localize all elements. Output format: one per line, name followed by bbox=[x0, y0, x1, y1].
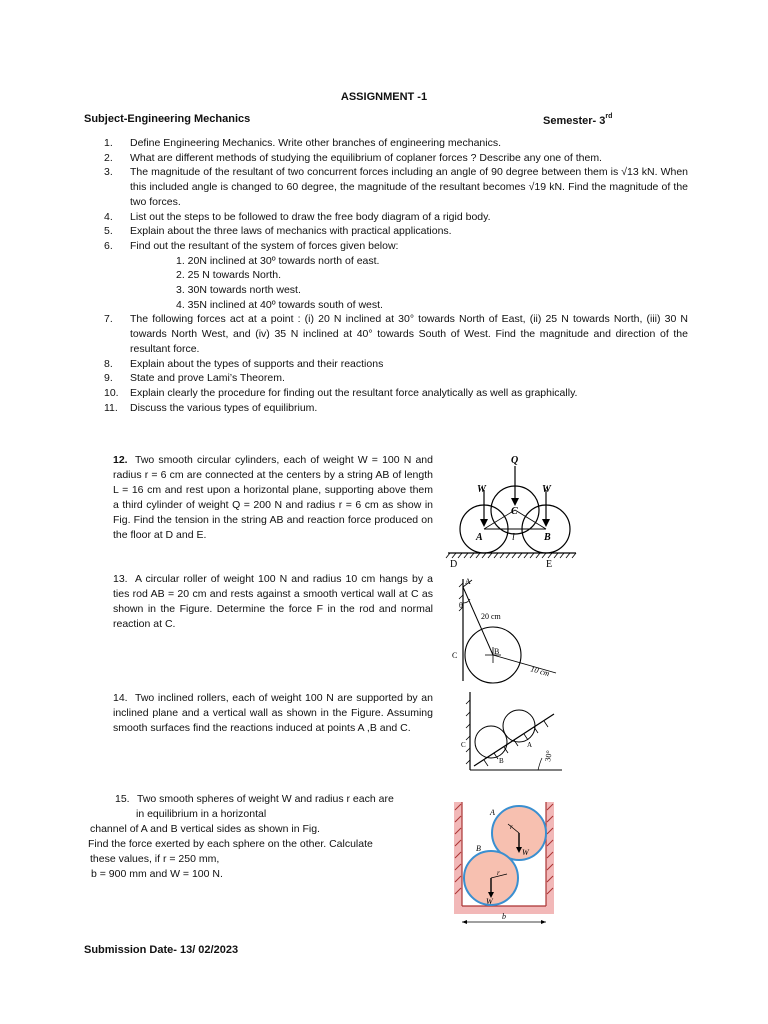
question-11 bbox=[104, 401, 688, 416]
label-w2: W bbox=[486, 897, 493, 906]
problem-line: in equilibrium in a horizontal bbox=[136, 808, 267, 820]
problem-12 bbox=[113, 453, 433, 543]
question-number: 8. bbox=[104, 357, 113, 370]
question-7 bbox=[104, 312, 688, 356]
submission-date: Submission Date- 13/ 02/2023 bbox=[84, 944, 239, 956]
problem-number: 15. bbox=[115, 793, 130, 805]
question-3 bbox=[104, 165, 688, 209]
problem-number: 12. bbox=[113, 454, 128, 466]
question-number: 2. bbox=[104, 151, 113, 164]
question-4 bbox=[104, 210, 688, 225]
question-text: Explain clearly the procedure for finding out the resultant force analytically as well as graphically. bbox=[130, 386, 578, 399]
question-number: 10. bbox=[104, 386, 119, 399]
incline-hatching bbox=[484, 721, 548, 766]
problem-text: A circular roller of weight 100 N and radius 10 cm hangs by a ties rod AB = 20 cm and rests against a smooth vertical wall at C as shown in the Figure. Determine the force F in the rod and normal reaction at C. bbox=[113, 573, 433, 630]
label-radius: 10 cm bbox=[529, 664, 551, 679]
q6-item: 2. 25 N towards North. bbox=[176, 269, 282, 282]
label-width: b bbox=[502, 912, 506, 921]
label-w1: W bbox=[522, 848, 529, 857]
question-text: List out the steps to be followed to draw the free body diagram of a rigid body. bbox=[130, 210, 491, 223]
problem-number: 13. bbox=[113, 573, 128, 585]
semester-label bbox=[543, 113, 612, 127]
question-number: 3. bbox=[104, 166, 113, 179]
problem-15 bbox=[88, 792, 448, 882]
problem-text: Two smooth spheres of weight W and radius r each are bbox=[137, 793, 394, 805]
label-theta: θ bbox=[459, 601, 463, 610]
figure-14-inclined-rollers bbox=[460, 690, 570, 780]
label-a: A bbox=[476, 532, 483, 543]
label-w2: W bbox=[542, 484, 551, 495]
problem-line: Find the force exerted by each sphere on the other. Calculate bbox=[88, 838, 373, 850]
label-e: E bbox=[546, 559, 553, 570]
label-c: C bbox=[452, 651, 458, 660]
question-text: Explain about the types of supports and their reactions bbox=[130, 357, 384, 370]
label-a: A bbox=[490, 808, 495, 817]
label-d: D bbox=[450, 559, 458, 570]
label-b: B bbox=[544, 532, 551, 543]
question-9 bbox=[104, 371, 688, 386]
wall-hatching bbox=[466, 700, 470, 764]
question-10 bbox=[104, 386, 688, 401]
assignment-title: ASSIGNMENT -1 bbox=[340, 91, 428, 103]
problem-line: b = 900 mm and W = 100 N. bbox=[91, 868, 223, 880]
label-r2: r bbox=[497, 869, 500, 877]
question-8 bbox=[104, 357, 688, 372]
question-number: 4. bbox=[104, 210, 113, 223]
question-5 bbox=[104, 224, 688, 239]
question-number: 5. bbox=[104, 225, 113, 238]
label-a: A bbox=[465, 577, 471, 586]
q6-item: 4. 35N inclined at 40º towards south of west. bbox=[176, 298, 383, 311]
figure-12-cylinders bbox=[444, 448, 584, 572]
label-angle: 30° bbox=[543, 749, 554, 763]
question-text: What are different methods of studying the equilibrium of coplaner forces ? Describe any one of them. bbox=[130, 151, 602, 164]
label-a: A bbox=[527, 741, 533, 749]
label-r1: r bbox=[510, 823, 513, 831]
problem-text: Two inclined rollers, each of weight 100 N are supported by an inclined plane and a vertical wall as shown in the Figure. Assuming smooth surfaces find the reactions induced at points A ,B and C. bbox=[113, 692, 433, 734]
label-q: Q bbox=[511, 455, 519, 466]
problem-line bbox=[88, 792, 448, 807]
label-b: B bbox=[494, 647, 500, 656]
question-number: 1. bbox=[104, 137, 113, 149]
question-number: 9. bbox=[104, 372, 113, 385]
problem-text: Two smooth circular cylinders, each of weight W = 100 N and radius r = 6 cm are connected at the centers by a string AB of length L = 16 cm and rest upon a horizontal plane, supporting above them a third cylinder of weight Q = 200 N and radius r = 6 cm as show in Fig. Find the tension in the string AB and reaction force produced on the floor at D and E. bbox=[113, 454, 433, 541]
floor-hatching bbox=[446, 553, 576, 558]
problem-13 bbox=[113, 572, 433, 632]
question-text: Discuss the various types of equilibrium. bbox=[130, 401, 318, 414]
question-text: The magnitude of the resultant of two concurrent forces including an angle of 90 degree between them is √13 kN. When this included angle is changed to 60 degree, the magnitude of the resultant becomes √19 kN. Find the magnitude of the two forces. bbox=[130, 166, 688, 208]
question-number: 6. bbox=[104, 239, 113, 252]
semester-sup: rd bbox=[605, 113, 613, 120]
question-text: Find out the resultant of the system of forces given below: bbox=[130, 239, 399, 252]
subject-label: Subject-Engineering Mechanics bbox=[84, 113, 251, 125]
semester-text: Semester- 3 bbox=[543, 115, 606, 127]
label-b: B bbox=[476, 844, 481, 853]
label-c: C bbox=[461, 741, 466, 749]
label-c: C bbox=[511, 506, 518, 517]
label-rod-length: 20 cm bbox=[481, 612, 501, 621]
problem-line: channel of A and B vertical sides as shown in Fig. bbox=[90, 823, 320, 835]
question-text: State and prove Lami’s Theorem. bbox=[130, 372, 285, 385]
question-2 bbox=[104, 151, 688, 166]
problem-14 bbox=[113, 691, 433, 736]
question-text: Define Engineering Mechanics. Write other branches of engineering mechanics. bbox=[130, 137, 502, 149]
label-l: l bbox=[512, 532, 515, 543]
label-b: B bbox=[499, 757, 504, 765]
problem-number: 14. bbox=[113, 692, 128, 704]
figure-13-roller bbox=[448, 575, 566, 685]
question-number: 7. bbox=[104, 313, 113, 326]
question-text: The following forces act at a point : (i) 20 N inclined at 30° towards North of East, (ii) 25 N towards North, (iii) 30 N towards North West, and (iv) 35 N inclined at 40° towards South of West. Find the magnitude and direction of the resultant force. bbox=[130, 313, 688, 355]
question-number: 11. bbox=[104, 401, 118, 414]
question-text: Explain about the three laws of mechanics with practical applications. bbox=[130, 225, 452, 238]
q6-item: 1. 20N inclined at 30º towards north of east. bbox=[176, 254, 380, 267]
problem-line: these values, if r = 250 mm, bbox=[90, 853, 220, 865]
figure-15-spheres bbox=[452, 800, 562, 928]
question-1 bbox=[104, 136, 688, 151]
question-list bbox=[104, 136, 688, 415]
q6-item: 3. 30N towards north west. bbox=[176, 284, 301, 297]
question-6 bbox=[104, 239, 688, 254]
roller-lower bbox=[475, 726, 507, 758]
label-w1: W bbox=[477, 484, 486, 495]
